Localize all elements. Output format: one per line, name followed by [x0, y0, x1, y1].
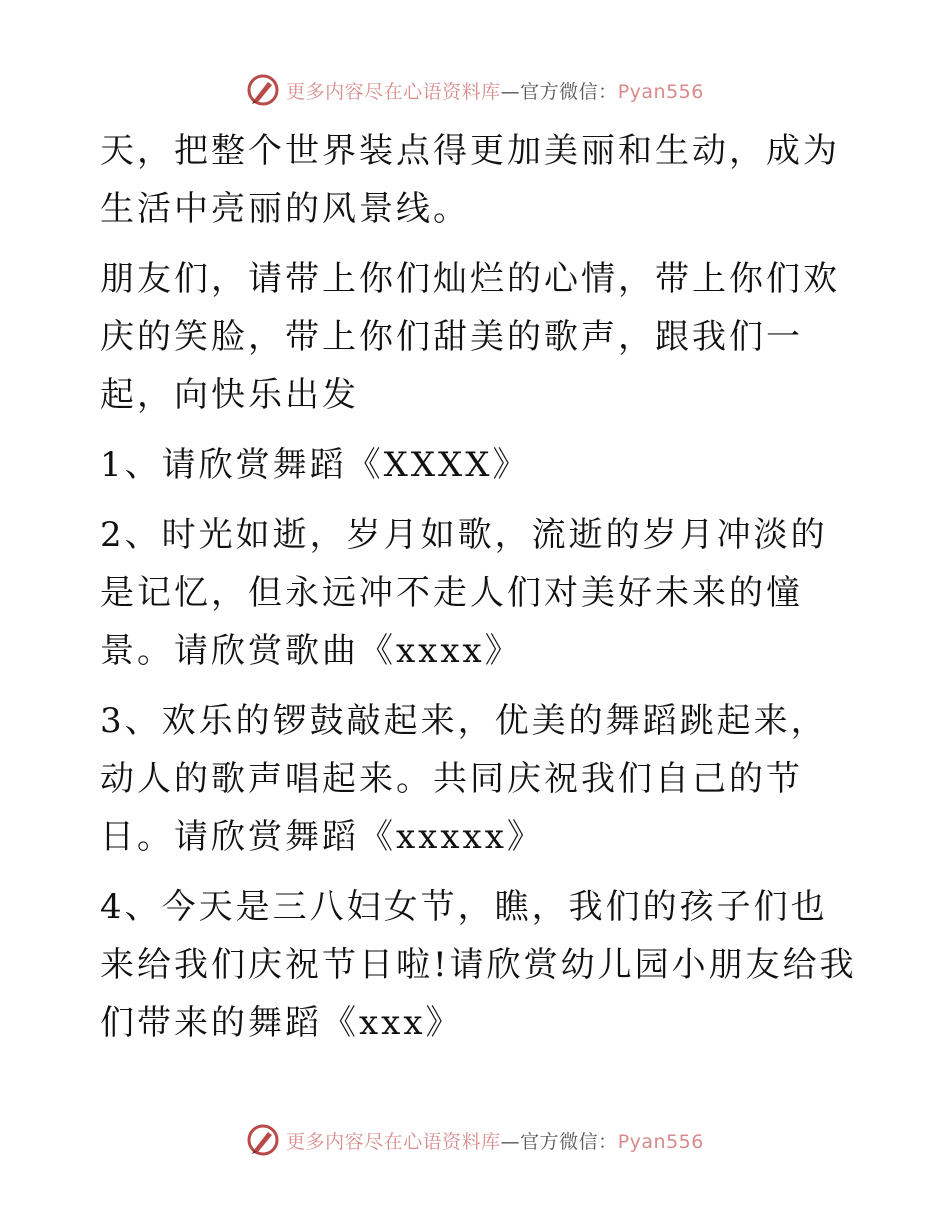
paragraph-2: 朋友们，请带上你们灿烂的心情，带上你们欢庆的笑脸，带上你们甜美的歌声，跟我们一起，向快乐出发 — [100, 259, 840, 415]
footer-banner-text — [286, 1127, 704, 1154]
footer-watermark-banner — [0, 1120, 950, 1160]
footer-banner-wechat-id: Pyan556 — [617, 1130, 704, 1153]
paragraph-4: 2、时光如逝，岁月如歌，流逝的岁月冲淡的是记忆，但永远冲不走人们对美好未来的憧景。请欣赏歌曲《xxxx》 — [100, 515, 828, 671]
document-body — [100, 122, 860, 1064]
header-banner-dash: — — [500, 80, 521, 103]
footer-banner-main: 更多内容尽在心语资料库 — [286, 1130, 501, 1153]
quill-pen-circle-logo-icon — [246, 1123, 280, 1157]
footer-banner-dash: — — [500, 1130, 521, 1153]
paragraph-1: 天，把整个世界装点得更加美丽和生动，成为生活中亮丽的风景线。 — [100, 131, 840, 229]
header-banner-text — [286, 77, 704, 104]
paragraph-3: 1、请欣赏舞蹈《XXXX》 — [100, 445, 530, 485]
header-watermark-banner — [0, 70, 950, 110]
header-banner-official: 官方微信： — [520, 80, 618, 103]
paragraph-5: 3、欢乐的锣鼓敲起来，优美的舞蹈跳起来，动人的歌声唱起来。共同庆祝我们自己的节日。请欣赏舞蹈《xxxxx》 — [100, 701, 828, 857]
paragraph-6: 4、今天是三八妇女节，瞧，我们的孩子们也来给我们庆祝节日啦!请欣赏幼儿园小朋友给我们带来的舞蹈《xxx》 — [100, 887, 857, 1043]
header-banner-wechat-id: Pyan556 — [617, 80, 704, 103]
footer-banner-official: 官方微信： — [520, 1130, 618, 1153]
header-banner-main: 更多内容尽在心语资料库 — [286, 80, 501, 103]
quill-pen-circle-logo-icon — [246, 73, 280, 107]
